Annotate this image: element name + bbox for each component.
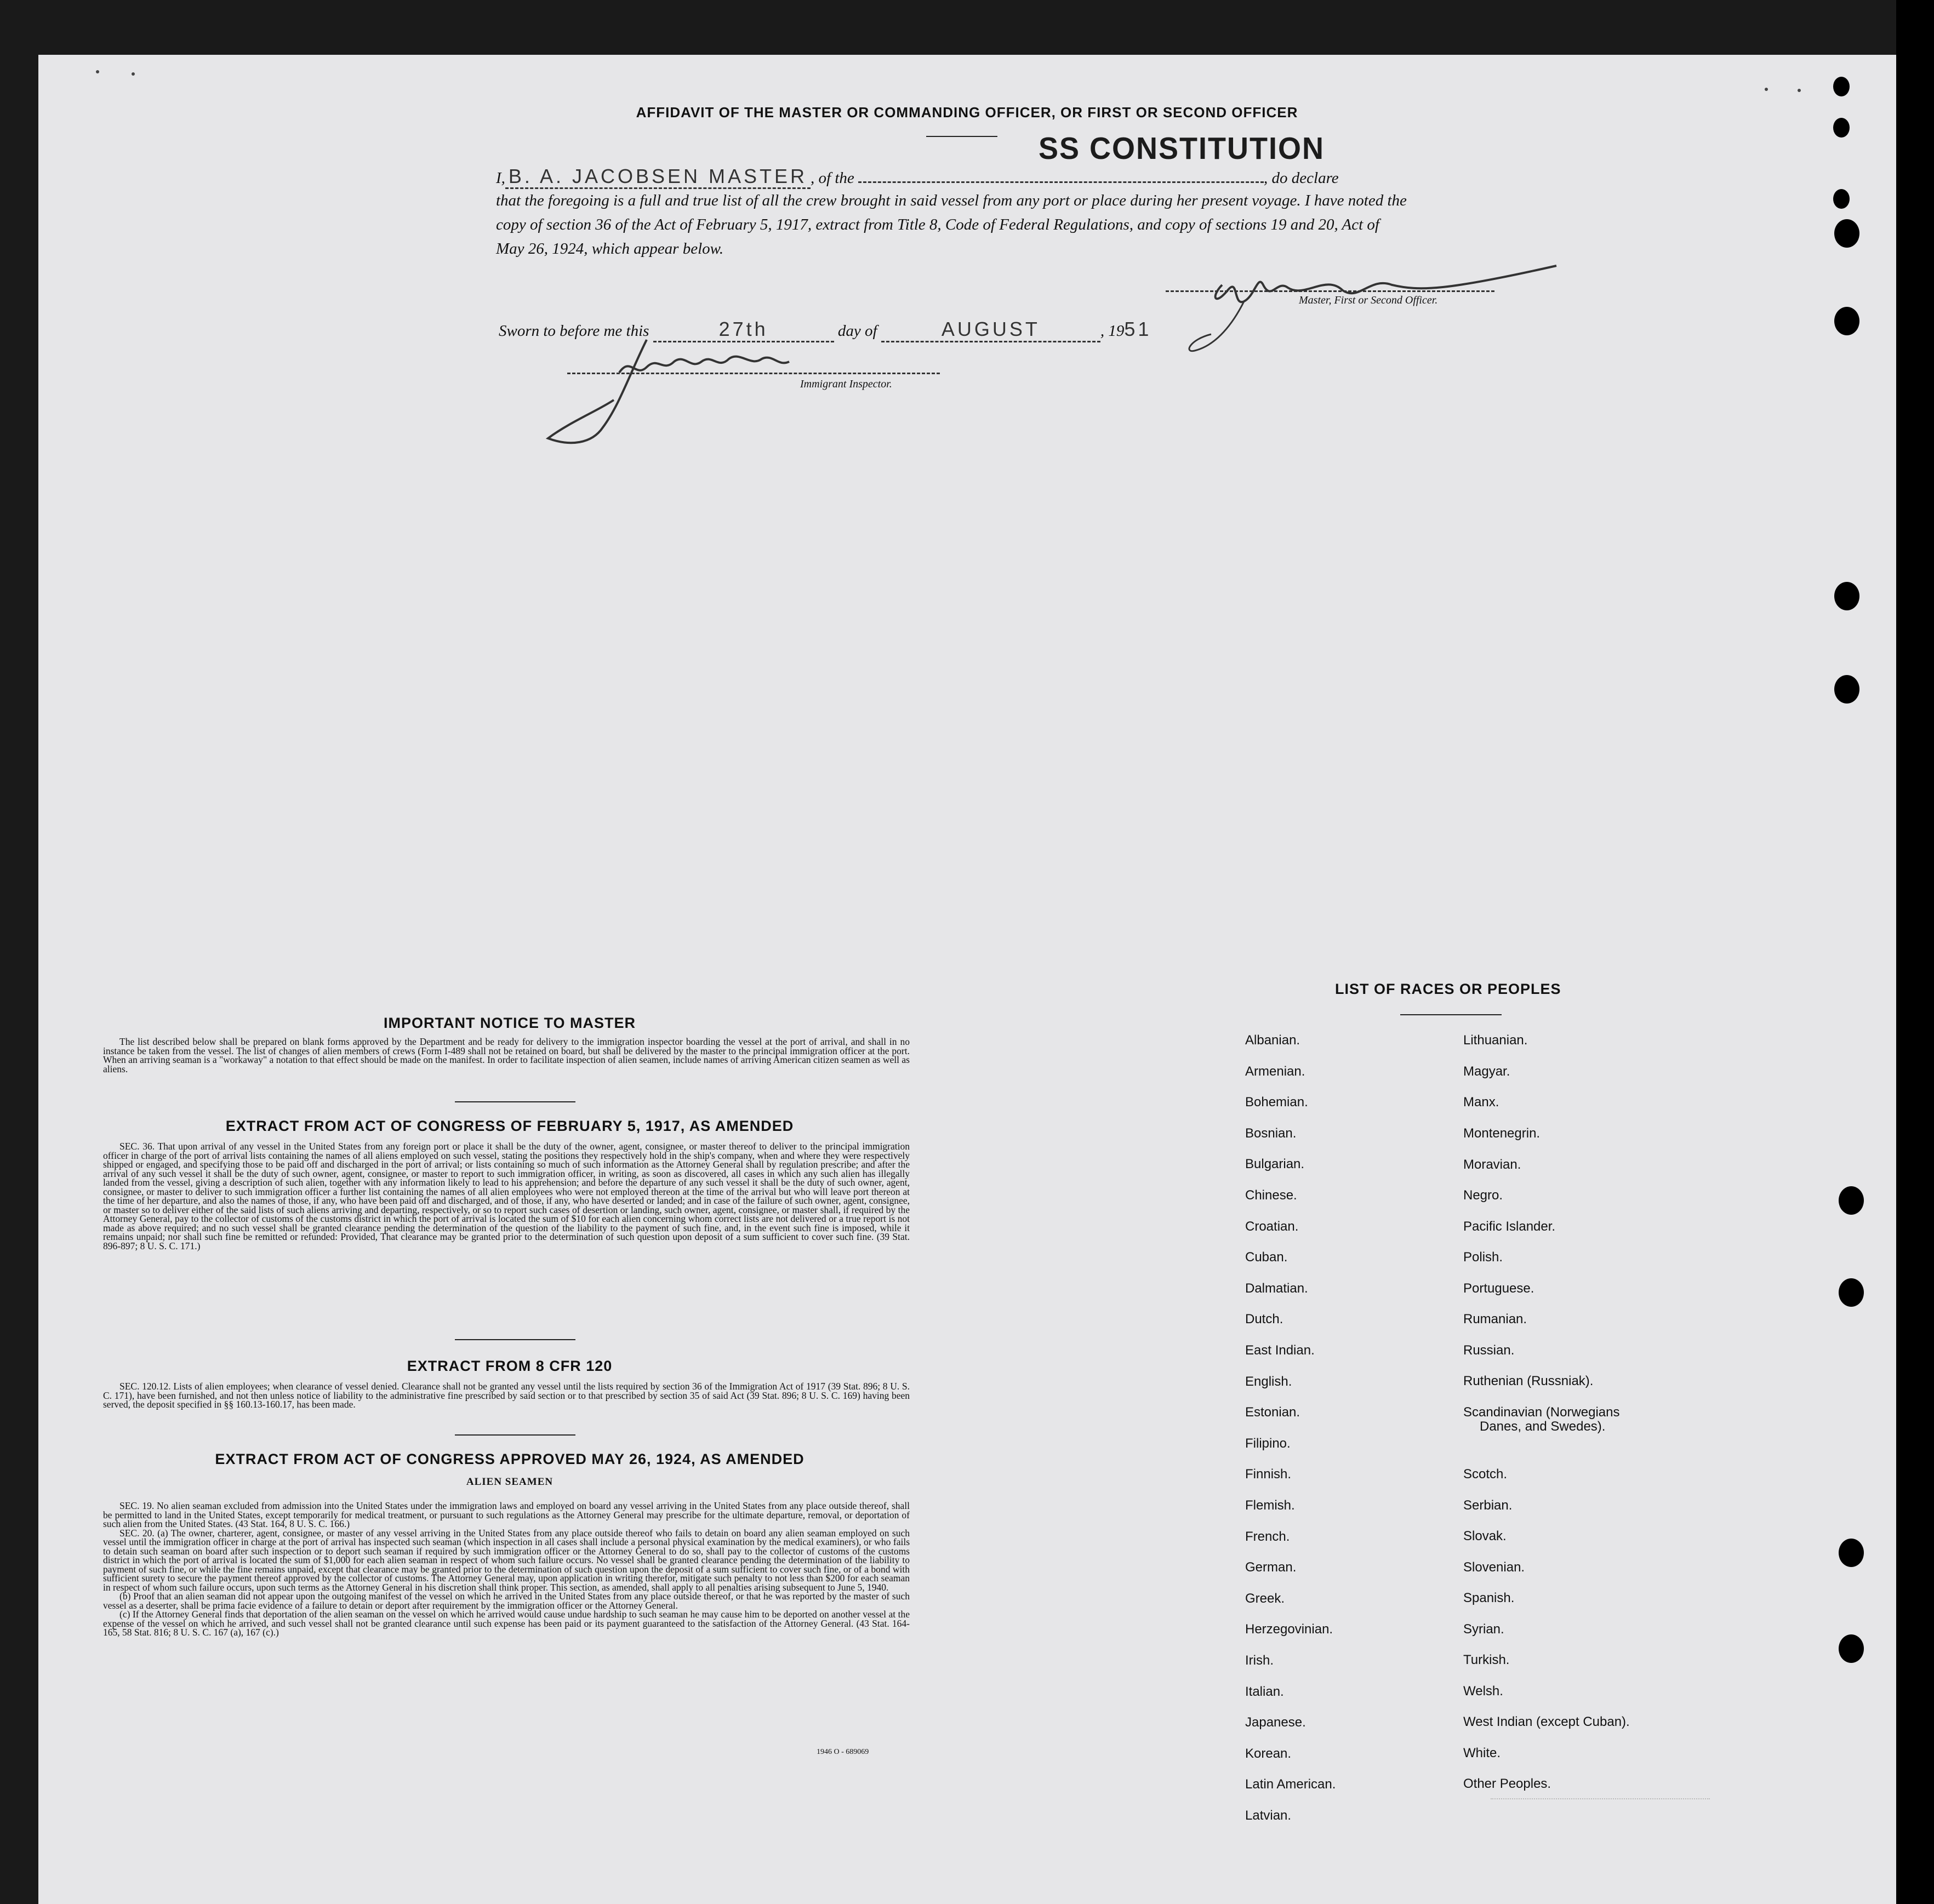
speck — [1765, 88, 1768, 91]
race-item: Chinese. — [1245, 1188, 1297, 1203]
day-of: day of — [837, 322, 877, 340]
section-rule — [455, 1101, 575, 1102]
race-item: Ruthenian (Russniak). — [1463, 1374, 1594, 1388]
punch-hole — [1834, 582, 1859, 610]
race-item: Scotch. — [1463, 1467, 1508, 1482]
race-item: Dalmatian. — [1245, 1280, 1308, 1296]
race-item: Bosnian. — [1245, 1125, 1297, 1141]
race-item: Irish. — [1245, 1653, 1274, 1668]
punch-hole — [1839, 1186, 1864, 1215]
race-item: Flemish. — [1245, 1498, 1295, 1513]
print-code: 1946 O - 689069 — [817, 1748, 869, 1756]
scan-edge — [1896, 0, 1934, 1904]
punch-hole — [1833, 189, 1850, 209]
punch-hole — [1833, 77, 1850, 96]
section-rule — [455, 1434, 575, 1436]
sworn-prefix: Sworn to before me this — [499, 322, 649, 340]
title-rule — [926, 136, 997, 137]
notice-heading: IMPORTANT NOTICE TO MASTER — [384, 1015, 636, 1031]
race-item: Cuban. — [1245, 1250, 1288, 1265]
sworn-day: 27th — [653, 318, 834, 342]
sec-20a-paragraph: SEC. 20. (a) The owner, charterer, agent, consignee, or master of any vessel arriving in the United States from any place outside thereof who fails to detain on board any alien seaman employed on such vessel until the immigration officer in charge at the port of arrival has inspected such seaman (which inspection in all cases shall include a personal physical examination by the medical examiners), or who fails to detain such seaman on board after such inspection or to deport such seaman if required by such immigration officer or the Attorney General to do so, shall pay to the collector of customs of the customs district in which the port of arrival is located the sum of $1,000 for each alien seaman in respect of whom such failure occurs. No vessel shall be granted clearance pending the determination of the liability to payment of such fine, or while the fine remains unpaid, except that clearance may be granted prior to the determination of such question upon the deposit of a sum sufficient to cover such fine, or of a bond with sufficient surety to secure the payment thereof approved by the collector of customs. The Attorney General may, upon application in writing therefor, mitigate such penalty to not less than $200 for each seaman in respect of whom such failure occurs, upon such terms as the Attorney General in his discretion shall think proper. This section, as amended, shall apply to all penalties arising subsequent to June 5, 1940. — [103, 1527, 910, 1593]
sec-19-paragraph: SEC. 19. No alien seaman excluded from admission into the United States under the immigration laws and employed on board any vessel arriving in the United States from any place outside thereof, shall be permitted to land in the United States, except temporarily for medical treatment, or pursuant to such regulations as the Attorney General may prescribe for the ultimate departure, removal, or deportation of such alien from the United States. (43 Stat. 164, 8 U. S. C. 166.) — [103, 1500, 910, 1529]
faint-mark — [1491, 1798, 1710, 1805]
race-item: Japanese. — [1245, 1715, 1306, 1730]
master-caption: Master, First or Second Officer. — [1299, 294, 1438, 306]
races-heading: LIST OF RACES OR PEOPLES — [1335, 981, 1561, 997]
vessel-stamp: SS CONSTITUTION — [1039, 131, 1325, 166]
race-item: Rumanian. — [1463, 1312, 1527, 1326]
race-item: Latvian. — [1245, 1808, 1292, 1823]
race-item: Scandinavian (Norwegians — [1463, 1405, 1620, 1420]
race-item: Slovak. — [1463, 1529, 1507, 1543]
of-the: , of the — [811, 169, 854, 187]
sec-20b-paragraph: (b) Proof that an alien seaman did not appear upon the outgoing manifest of the vessel on which he arrived in the United States from any place outside thereof, or that he was reported by the master of such vessel as a deserter, shall be prima facie evidence of a failure to detain or deport after requirement by the immigration officer or the Attorney General. — [103, 1591, 910, 1611]
race-item: Magyar. — [1463, 1064, 1510, 1079]
race-item: Other Peoples. — [1463, 1776, 1551, 1791]
extract-cfr-paragraph: SEC. 120.12. Lists of alien employees; when clearance of vessel denied. Clearance shall not be granted any vessel until the lists required by section 36 of the Immigration Act of 1917 (39 Stat. 896; 8 U. S. C. 171), have been furnished, and not then unless notice of liability to the administrative fine prescribed by said section or to that prescribed by section 35 of said Act (39 Stat. 896; 8 U. S. C. 169) having been served, the deposit specified in §§ 160.13-160.17, has been made. — [103, 1381, 910, 1410]
race-item: Moravian. — [1463, 1157, 1521, 1172]
sworn-year: 51 — [1124, 318, 1152, 340]
race-item: Albanian. — [1245, 1033, 1300, 1048]
inspector-caption: Immigrant Inspector. — [800, 378, 892, 390]
race-item: French. — [1245, 1529, 1290, 1544]
alien-seamen-heading: ALIEN SEAMEN — [466, 1476, 554, 1488]
race-item: Polish. — [1463, 1250, 1503, 1265]
races-rule — [1400, 1014, 1502, 1015]
speck — [132, 72, 135, 76]
extract-cfr-heading: EXTRACT FROM 8 CFR 120 — [407, 1358, 613, 1374]
speck — [1798, 89, 1801, 92]
race-item: English. — [1245, 1374, 1292, 1389]
year-prefix: , 19 — [1100, 322, 1125, 340]
extract-1917-text — [103, 1142, 910, 1250]
race-item: Croatian. — [1245, 1219, 1299, 1234]
race-item: Estonian. — [1245, 1405, 1300, 1420]
inspector-signature — [537, 329, 822, 455]
race-item: Spanish. — [1463, 1591, 1515, 1605]
extract-1917-heading: EXTRACT FROM ACT OF CONGRESS OF FEBRUARY 5, 1917, AS AMENDED — [225, 1118, 794, 1134]
notice-paragraph: The list described below shall be prepared on blank forms approved by the Department and be ready for delivery to the immigration inspector boarding the vessel at the port of arrival, and shall in no instance be taken from the vessel. The list of changes of alien members of crews (Form I-489 shall not be retained on board, but shall be delivered by the master to the principal immigration officer at the port. When an arriving seaman is a "workaway" a notation to that effect should be made on the manifest. In order to facilitate inspection of alien seamen, include names of arriving American citizen seamen as well as aliens. — [103, 1036, 910, 1074]
decl-line-2: that the foregoing is a full and true list of all the crew brought in said vessel from any port or place during her present voyage. I have noted the — [496, 192, 1407, 209]
race-item: Latin American. — [1245, 1777, 1336, 1792]
race-item: Slovenian. — [1463, 1560, 1525, 1575]
race-item: Danes, and Swedes). — [1480, 1419, 1606, 1434]
race-item: Armenian. — [1245, 1064, 1305, 1079]
race-item: Welsh. — [1463, 1684, 1503, 1699]
decl-line-4: May 26, 1924, which appear below. — [496, 240, 724, 258]
affidavit-title: AFFIDAVIT OF THE MASTER OR COMMANDING OFFICER, OR FIRST OR SECOND OFFICER — [636, 104, 1298, 121]
speck — [96, 70, 99, 73]
race-item: Greek. — [1245, 1591, 1285, 1606]
race-item: Montenegrin. — [1463, 1126, 1541, 1141]
race-item: Negro. — [1463, 1188, 1503, 1203]
punch-hole — [1834, 675, 1859, 704]
race-item: Korean. — [1245, 1746, 1292, 1761]
decl-line-3: copy of section 36 of the Act of February 5, 1917, extract from Title 8, Code of Federal Regulations, and copy of sections 19 and 20, Act of — [496, 216, 1379, 233]
punch-hole — [1834, 307, 1859, 335]
race-item: Lithuanian. — [1463, 1033, 1528, 1048]
race-item: West Indian (except Cuban). — [1463, 1714, 1630, 1729]
race-item: German. — [1245, 1560, 1297, 1575]
extract-cfr-text — [103, 1382, 910, 1409]
extract-1924-heading: EXTRACT FROM ACT OF CONGRESS APPROVED MAY 26, 1924, AS AMENDED — [215, 1451, 805, 1467]
race-item: Bohemian. — [1245, 1095, 1308, 1110]
race-item: Italian. — [1245, 1684, 1284, 1699]
punch-hole — [1839, 1278, 1864, 1307]
race-item: Herzegovinian. — [1245, 1622, 1333, 1637]
section-rule — [455, 1339, 575, 1340]
master-name: B. A. JACOBSEN MASTER — [505, 165, 811, 189]
extract-1917-paragraph: SEC. 36. That upon arrival of any vessel in the United States from any foreign port or place it shall be the duty of the owner, agent, consignee, or master thereof to deliver to the principal immigration officer in charge of the port of arrival lists containing the names of all aliens employed on such vessel, stating the positions they respectively hold in the ship's company, when and where they were respectively shipped or engaged, and specifying those to be paid off and discharged in the port of arrival; or lists containing so much of such information as the Attorney General shall by regulation prescribe; and after the arrival of any such vessel it shall be the duty of such owner, agent, consignee, or master to report to such immigration officer, in writing, as soon as discovered, all cases in which any such alien has illegally landed from the vessel, giving a description of such alien, together with any information likely to lead to his apprehension; and before the departure of any such vessel it shall be the duty of such owner, agent, consignee, or master to deliver to such immigration officer a further list containing the names of all alien employees who were not employed thereon at the time of the arrival but who will leave port thereon at the time of her departure, and also the names of those, if any, who have been paid off and discharged, and of those, if any, who have deserted or landed; and in case of the failure of such owner, agent, consignee, or master so to deliver either of the said lists of such aliens arriving and departing, respectively, or so to report such cases of desertion or landing, such owner, agent, consignee, or master shall, if required by the Attorney General, pay to the collector of customs of the customs district in which the port of arrival is located the sum of $10 for each alien concerning whom correct lists are not delivered or a true report is not made as above required; and no such vessel shall be granted clearance pending the determination of the question of the liability to the payment of such fine, and, in the event such fine is imposed, while it remains unpaid; nor shall such fine be remitted or refunded: Provided, That clearance may be granted prior to the determination of such question upon deposit of a sum sufficient to cover such fine. (39 Stat. 896-897; 8 U. S. C. 171.) — [103, 1141, 910, 1251]
race-item: Turkish. — [1463, 1653, 1510, 1667]
race-item: White. — [1463, 1746, 1501, 1760]
race-item: Dutch. — [1245, 1312, 1283, 1327]
do-declare: , do declare — [1264, 169, 1339, 187]
race-item: Manx. — [1463, 1095, 1499, 1110]
punch-hole — [1839, 1634, 1864, 1663]
extract-1924-text — [103, 1501, 910, 1637]
race-item: Syrian. — [1463, 1622, 1504, 1637]
punch-hole — [1839, 1539, 1864, 1567]
i-prefix: I, — [496, 169, 505, 187]
race-item: Serbian. — [1463, 1498, 1513, 1513]
race-item: Pacific Islander. — [1463, 1219, 1556, 1234]
race-item: Finnish. — [1245, 1467, 1292, 1482]
race-item: East Indian. — [1245, 1343, 1315, 1358]
master-signature — [1162, 252, 1573, 362]
race-item: Bulgarian. — [1245, 1157, 1305, 1172]
punch-hole — [1834, 219, 1859, 248]
sworn-month: AUGUST — [881, 318, 1100, 342]
race-item: Russian. — [1463, 1343, 1515, 1358]
race-item: Filipino. — [1245, 1436, 1291, 1451]
sec-20c-paragraph: (c) If the Attorney General finds that deportation of the alien seaman on the vessel on which he arrived would cause undue hardship to such seaman he may cause him to be deported on another vessel at the expense of the vessel on which he arrived, and such vessel shall not be granted clearance until such expense has been paid or its payment guaranteed to the satisfaction of the Attorney General. (43 Stat. 164-165, 58 Stat. 816; 8 U. S. C. 167 (a), 167 (c).) — [103, 1609, 910, 1638]
notice-text — [103, 1037, 910, 1073]
race-item: Portuguese. — [1463, 1281, 1534, 1296]
